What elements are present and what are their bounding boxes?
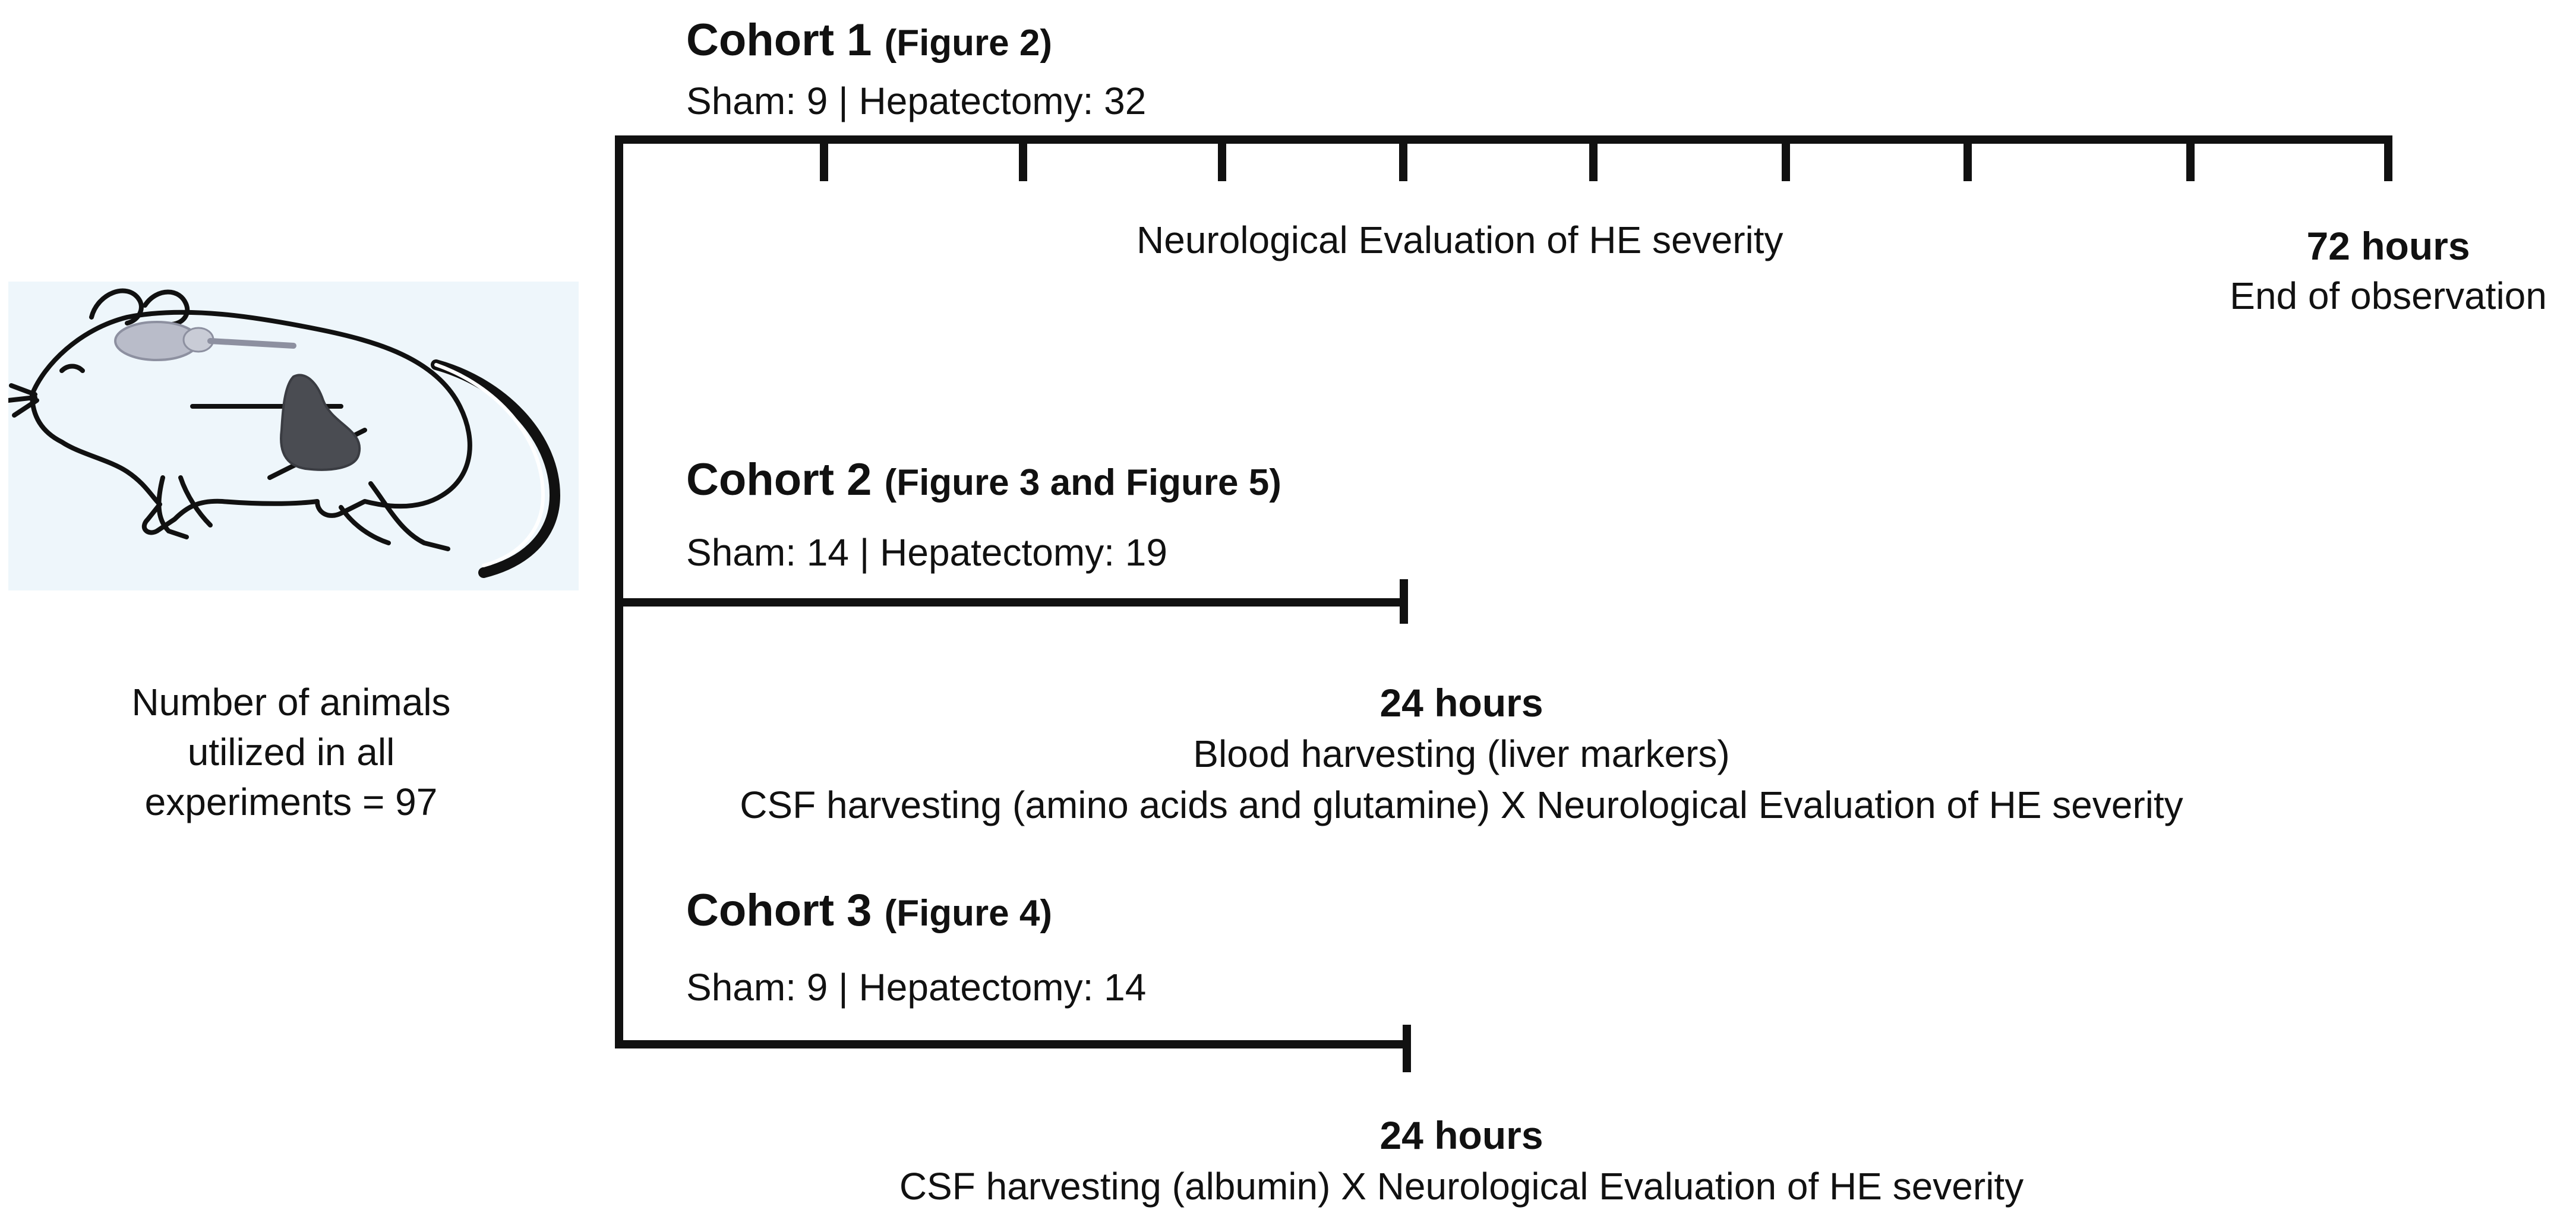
cohort1-groups: Sham: 9 | Hepatectomy: 32 [686,80,1147,122]
cohort1-figure-ref: (Figure 2) [884,23,1053,64]
rat-liver-icon [281,375,359,469]
cohort2-figure-ref: (Figure 3 and Figure 5) [884,462,1281,503]
cohort2-title [686,454,1281,505]
cohort1-end-text: End of observation [2230,274,2547,317]
cohort3-time: 24 hours [1379,1113,1543,1157]
cohort3-line1: CSF harvesting (albumin) X Neurological Evaluation of HE severity [899,1165,2024,1208]
cohort2-line1: Blood harvesting (liver markers) [1193,732,1730,775]
cohort1-evaluation: Neurological Evaluation of HE severity [1137,219,1783,261]
animal-count-label [36,677,547,827]
animal-count-line1: Number of animals [131,681,451,724]
cohort1-title [686,15,1053,65]
cohort2-groups: Sham: 14 | Hepatectomy: 19 [686,531,1167,574]
rat-drawing [8,282,579,590]
cohort2-title-text: Cohort 2 [686,454,872,505]
rat-leg-icon [159,478,210,537]
rat-spinal-cord-icon [210,341,293,346]
cohort3-description [594,1110,2329,1212]
animal-count-line2: utilized in all [187,731,395,773]
animal-count-line3: experiments = 97 [144,781,438,823]
cohort3-figure-ref: (Figure 4) [884,893,1053,934]
cohort2-time: 24 hours [1379,681,1543,725]
rat-eye-icon [62,367,83,371]
cohort3-groups: Sham: 9 | Hepatectomy: 14 [686,966,1147,1009]
cohort3-title-text: Cohort 3 [686,885,872,936]
cohort3-title [686,885,1053,936]
rat-illustration [8,282,579,590]
cohort1-title-text: Cohort 1 [686,15,872,65]
cohort2-description [594,677,2329,830]
cohort2-line2: CSF harvesting (amino acids and glutamine) X Neurological Evaluation of HE severity [740,784,2183,826]
cohort1-end-time: 72 hours [2306,224,2470,268]
cohort1-end-label [2180,221,2576,321]
